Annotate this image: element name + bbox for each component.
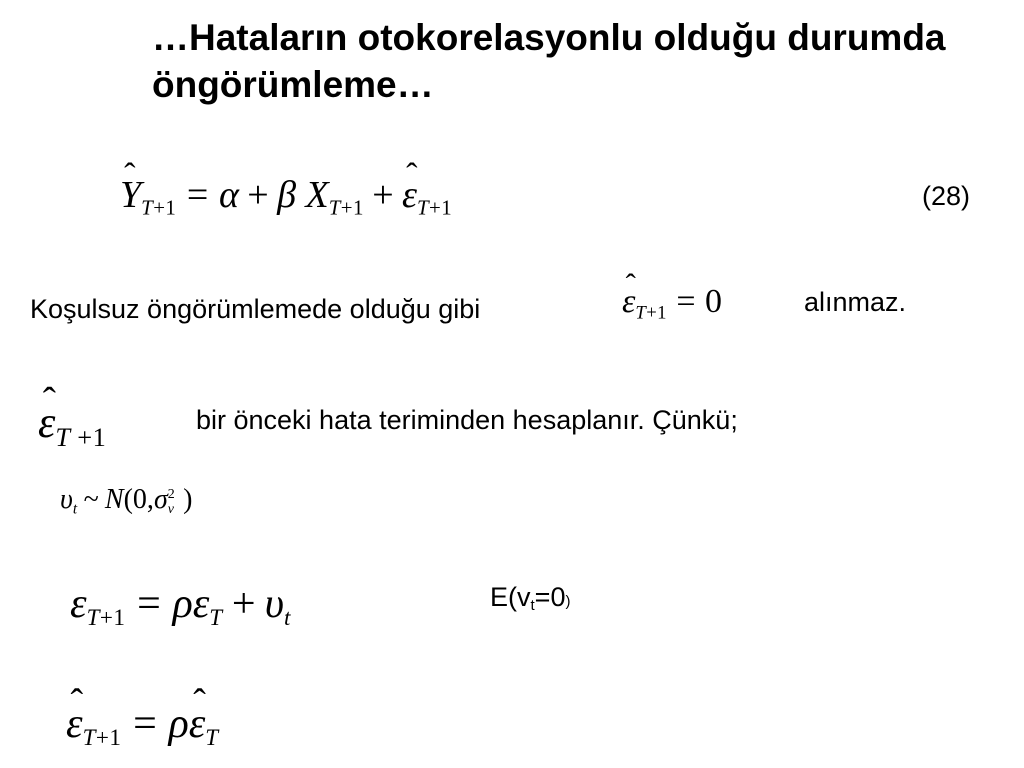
- ar1-error-equation: $\varepsilon_{T+1} = \rho\varepsilon_T + \upsilon_t$: [70, 581, 291, 631]
- forecast-error-equation: ˆ $\varepsilon_{T+1}$ = ρˆ $\varepsilon_T$: [66, 698, 219, 763]
- forecast-equation: ˆ $Y_{T+1} = \alpha + \beta$ $X_{T+1}$ +ˆ $\varepsilon_{T+1}$: [120, 170, 452, 232]
- kosulsuz-text: Koşulsuz öngörümlemede olduğu gibi: [30, 294, 481, 324]
- hesaplanir-text: bir önceki hata teriminden hesaplanır. Çünkü;: [196, 405, 738, 435]
- epsilon-hat-zero-equation: ˆ $\varepsilon_{T+1} = 0$: [622, 280, 722, 336]
- epsilon-hat-t1: ˆ $\varepsilon_{T +1}$: [38, 396, 106, 464]
- slide-title: …Hataların otokorelasyonlu olduğu durumda öngörümleme…: [152, 17, 946, 105]
- expectation-subscript: t: [530, 597, 535, 614]
- expectation-prefix: E(v: [490, 582, 531, 612]
- alinmaz-text: alınmaz.: [804, 287, 907, 317]
- expectation-closing: ): [565, 593, 571, 610]
- expectation-text: [490, 582, 570, 614]
- error-distribution: $\upsilon_t$ ~ N(0,σ 2 v ): [60, 484, 193, 518]
- expectation-suffix: =0: [534, 582, 566, 612]
- equation-number: (28): [922, 181, 971, 211]
